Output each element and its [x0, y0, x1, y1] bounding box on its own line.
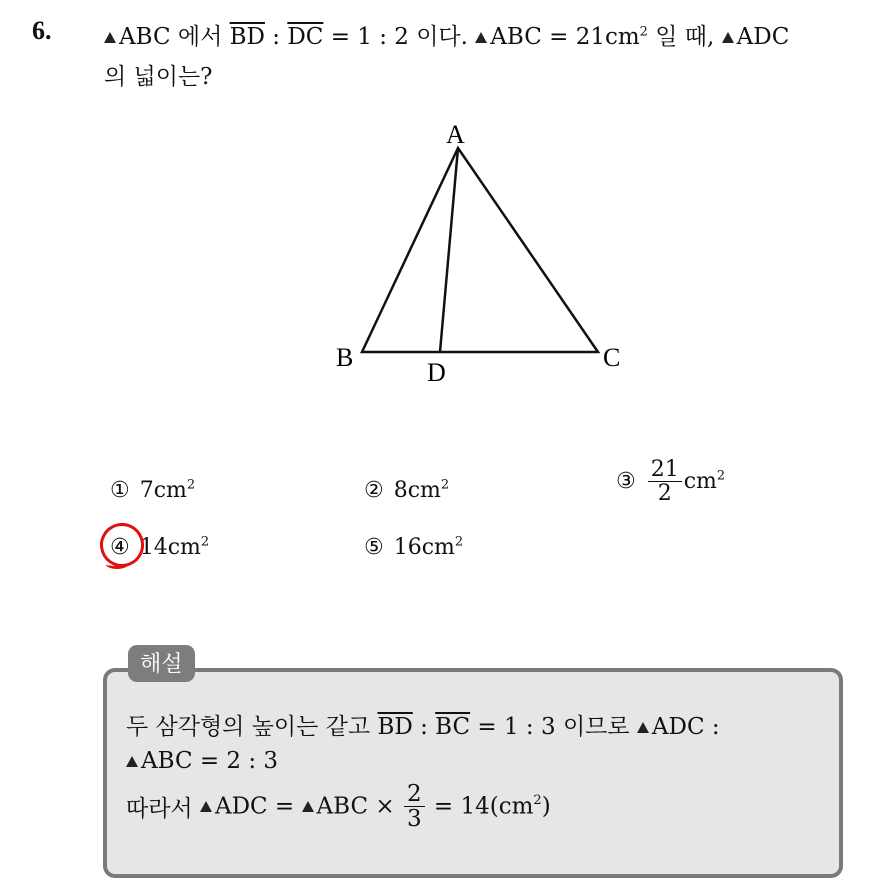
choice-exponent: 2 [200, 534, 210, 550]
solution-text: ADC : [651, 714, 720, 740]
choice-number: ① [110, 478, 130, 503]
solution-text: 따라서 [126, 796, 193, 823]
fraction-denominator: 2 [657, 481, 672, 507]
choice-text: cm [683, 469, 717, 495]
triangle-icon [126, 756, 138, 767]
choice-number: ② [364, 478, 384, 503]
solution-text: 두 삼각형의 높이는 같고 [126, 714, 371, 740]
choice-text: 14cm [139, 535, 201, 560]
choice-1[interactable] [110, 478, 195, 503]
choice-text: 7cm [139, 478, 187, 503]
choice-text: 8cm [393, 478, 441, 503]
solution-text: = 1 : 3 이므로 [477, 714, 630, 740]
choice-number: ④ [110, 535, 130, 560]
solution-text: ABC × [316, 793, 395, 820]
choice-number: ③ [616, 469, 636, 495]
choice-5[interactable] [364, 535, 463, 560]
solution-exponent: 2 [533, 792, 542, 808]
choice-number: ⑤ [364, 535, 384, 560]
solution-tag: 해설 [128, 645, 195, 682]
solution-line-3 [126, 782, 551, 831]
answer-circle-tail [106, 560, 128, 569]
choice-exponent: 2 [186, 477, 196, 493]
solution-text: ABC = 2 : 3 [141, 748, 279, 774]
triangle-icon [302, 801, 314, 812]
choice-3[interactable] [616, 458, 725, 505]
area-suffix: 일 때, [655, 24, 715, 50]
vertex-d: D [427, 358, 446, 387]
vertex-b: B [336, 343, 354, 372]
area-label: ABC = 21cm [490, 24, 640, 50]
solution-line-2 [126, 748, 278, 774]
solution-text: = 14(cm [433, 793, 534, 820]
colon: : [420, 714, 428, 740]
question-line-2: 의 넓이는? [104, 64, 213, 90]
triangle-icon [200, 801, 212, 812]
solution-text: ) [541, 793, 551, 820]
choice-exponent: 2 [440, 477, 450, 493]
segment-bc: $\overline{BC}$ [435, 714, 471, 740]
fraction-denominator: 3 [406, 806, 422, 833]
choice-2[interactable] [364, 478, 449, 503]
question-prefix: ABC 에서 [119, 24, 223, 50]
solution-text: ADC = [214, 793, 295, 820]
segment-bd: $\overline{BD}$ [229, 24, 265, 50]
choice-fraction [648, 458, 682, 505]
triangle-abc [362, 148, 598, 352]
vertex-c: C [603, 343, 621, 372]
triangle-icon [637, 722, 649, 733]
area-exponent: 2 [639, 24, 648, 40]
ratio-text: = 1 : 2 이다. [330, 24, 468, 50]
fraction-numerator: 2 [404, 782, 425, 807]
vertex-a: A [446, 120, 465, 149]
segment-bd: $\overline{BD}$ [377, 714, 413, 740]
choice-exponent: 2 [454, 534, 464, 550]
segment-dc: $\overline{DC}$ [287, 24, 324, 50]
fraction-numerator: 21 [648, 458, 682, 482]
choice-exponent: 2 [716, 468, 726, 484]
colon: : [272, 24, 281, 50]
solution-fraction [404, 782, 425, 831]
solution-line-1 [126, 708, 720, 741]
question-number: 6. [32, 16, 52, 45]
target-triangle: ADC [736, 24, 790, 50]
choice-text: 16cm [393, 535, 455, 560]
